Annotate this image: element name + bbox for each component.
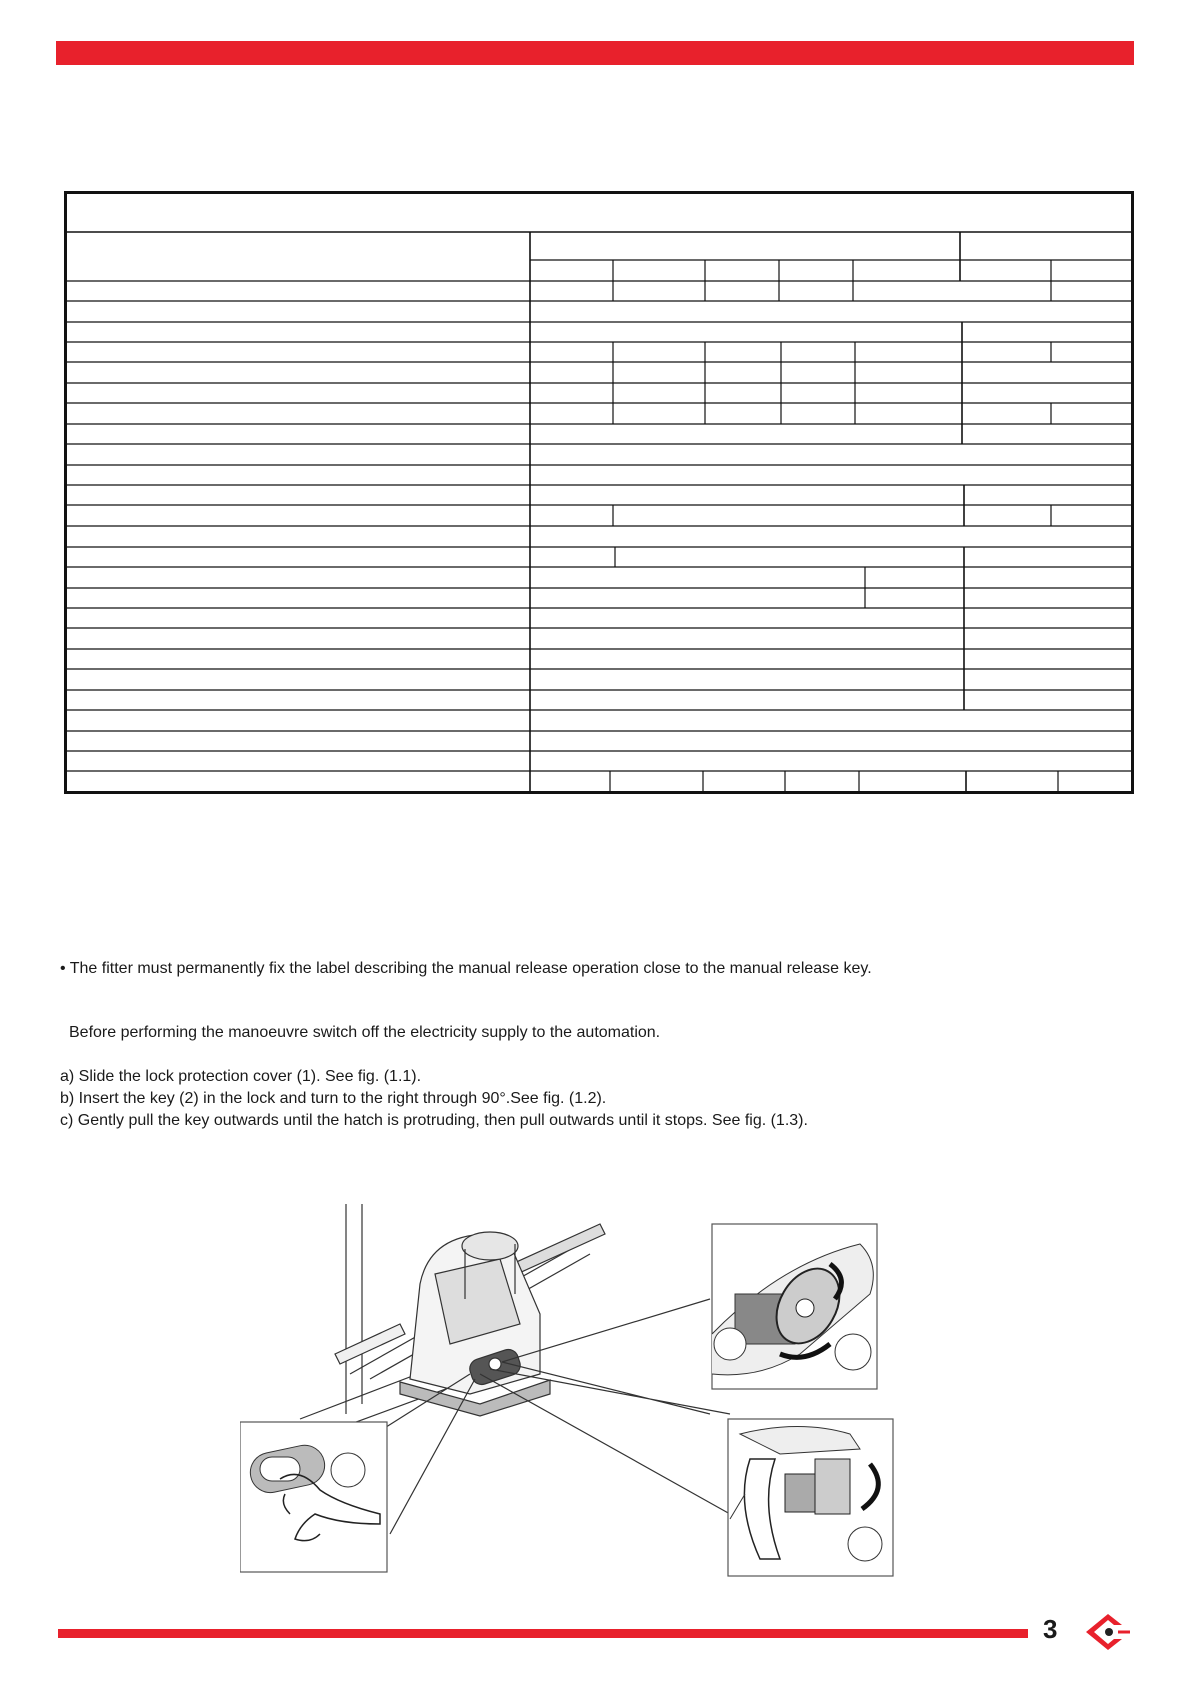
step-b: b) Insert the key (2) in the lock and turn to the right through 90°.See fig. (1.2).: [60, 1090, 607, 1107]
step-a: a) Slide the lock protection cover (1). See fig. (1.1).: [60, 1068, 422, 1085]
power-warning: Before performing the manoeuvre switch off the electricity supply to the automation.: [69, 1024, 661, 1041]
step-c: c) Gently pull the key outwards until the hatch is protruding, then pull outwards until it stops. See fig. (1.3).: [60, 1112, 808, 1129]
page-number: 3: [1043, 1614, 1058, 1644]
header-red-band: [56, 41, 1134, 65]
release-hatch-detail: [728, 1419, 893, 1576]
table-grid: [67, 194, 1131, 791]
manual-release-figure: [240, 1204, 940, 1599]
key-turn-detail: [712, 1224, 877, 1389]
finger-slide-cover-detail: [240, 1422, 387, 1572]
installer-note: • The fitter must permanently fix the label describing the manual release operation close to the manual release key.: [60, 960, 872, 977]
specifications-table: [64, 191, 1134, 794]
diamond-arrow-logo-icon: [1082, 1611, 1134, 1653]
footer-red-band: [58, 1629, 1028, 1638]
gate-motor-illustration: [240, 1204, 940, 1599]
